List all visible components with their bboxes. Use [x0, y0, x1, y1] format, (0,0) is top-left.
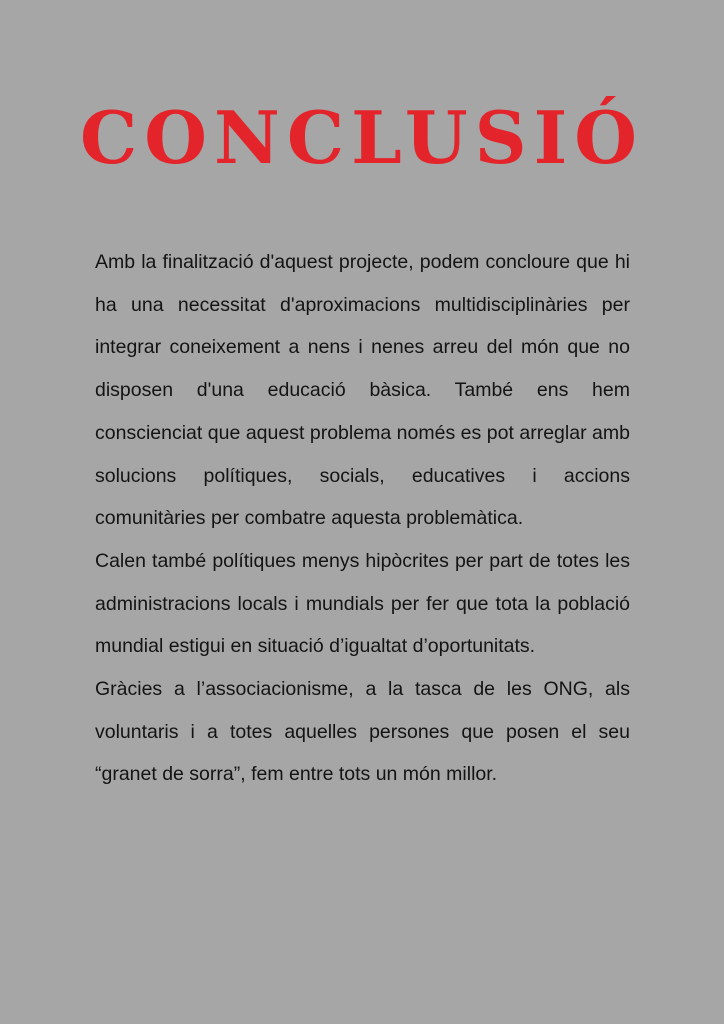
paragraph-3: Gràcies a l’associacionisme, a la tasca de les ONG, als voluntaris i a totes aquelles persones que posen el seu “granet de sorra”, fem entre tots un món millor. [95, 678, 630, 786]
conclusion-body [95, 241, 630, 796]
page-title: CONCLUSIÓ [79, 95, 644, 180]
paragraph-1: Amb la finalització d'aquest projecte, podem concloure que hi ha una necessitat d'aproximacions multidisciplinàries per integrar coneixement a nens i nenes arreu del món que no disposen d'una educació bàsica. També ens hem conscienciat que aquest problema només es pot arreglar amb solucions polítiques, socials, educatives i accions comunitàries per combatre aquesta problemàtica. [95, 251, 630, 530]
paragraph-2: Calen també polítiques menys hipòcrites per part de totes les administracions locals i mundials per fer que tota la població mundial estigui en situació d’igualtat d’oportunitats. [95, 549, 630, 658]
